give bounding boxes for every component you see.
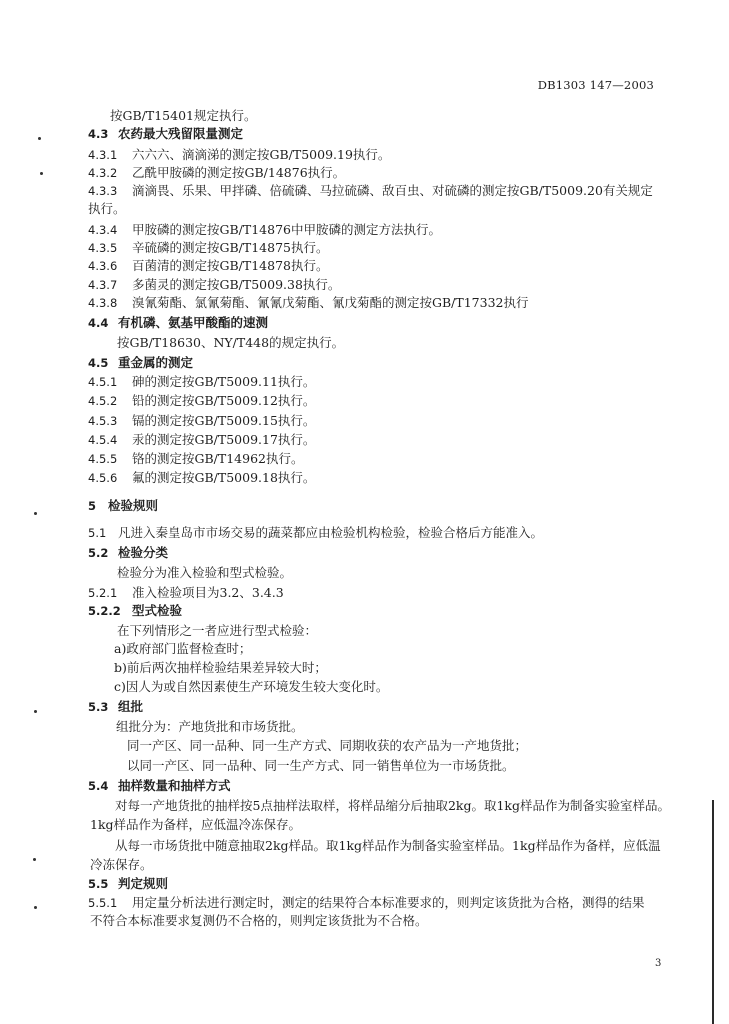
clause-number: 5.4 (88, 779, 109, 793)
scan-speck (38, 137, 41, 140)
clause-text: 判定规则 (118, 876, 169, 891)
clause-text: 甲胺磷的测定按GB/T14876中甲胺磷的测定方法执行。 (132, 222, 441, 237)
clause-text: 冷冻保存。 (90, 857, 153, 872)
clause-number: 4.3.2 (88, 166, 118, 180)
clause-text: 汞的测定按GB/T5009.17执行。 (132, 432, 316, 447)
clause-number: 4.5.2 (88, 394, 118, 408)
clause-text: 从每一市场货批中随意抽取2kg样品。取1kg样品作为制备实验室样品。1kg样品作为备样，应低温 (115, 838, 661, 853)
clause-text: 组批 (118, 699, 144, 714)
clause-number: 5.5.1 (88, 896, 118, 910)
clause-text: 按GB/T18630、NY/T448的规定执行。 (117, 335, 345, 350)
clause-text: 农药最大残留限量测定 (118, 126, 244, 141)
clause-number: 4.5.6 (88, 471, 118, 485)
clause-number: 5 (88, 499, 97, 513)
clause-number: 4.3 (88, 127, 109, 141)
clause-text: 以同一产区、同一品种、同一生产方式、同一销售单位为一市场货批。 (127, 758, 515, 773)
clause-text: 铬的测定按GB/T14962执行。 (132, 451, 304, 466)
clause-text: 型式检验 (132, 603, 183, 618)
clause-text: b)前后两次抽样检验结果差异较大时； (114, 660, 327, 675)
scan-speck (34, 906, 37, 909)
clause-text: 铅的测定按GB/T5009.12执行。 (132, 393, 316, 408)
clause-text: 辛硫磷的测定按GB/T14875执行。 (132, 240, 329, 255)
clause-number: 5.3 (88, 700, 109, 714)
scan-speck (34, 512, 37, 515)
clause-text: 多菌灵的测定按GB/T5009.38执行。 (132, 277, 341, 292)
clause-number: 4.3.8 (88, 296, 118, 310)
clause-text: 乙酰甲胺磷的测定按GB/14876执行。 (132, 165, 346, 180)
clause-number: 5.1 (88, 526, 107, 540)
clause-text: 溴氰菊酯、氯氰菊酯、氰氰戊菊酯、氰戊菊酯的测定按GB/T17332执行 (132, 295, 529, 310)
clause-text: 执行。 (88, 201, 126, 216)
clause-number: 4.3.5 (88, 241, 118, 255)
clause-text: 检验分类 (118, 545, 169, 560)
clause-text: 组批分为：产地货批和市场货批。 (116, 719, 304, 734)
clause-number: 4.3.3 (88, 184, 118, 198)
clause-text: 凡进入秦皇岛市市场交易的蔬菜都应由检验机构检验，检验合格后方能准入。 (118, 525, 544, 540)
clause-number: 4.3.6 (88, 259, 118, 273)
clause-number: 4.5.4 (88, 433, 118, 447)
clause-text: 滴滴畏、乐果、甲拌磷、倍硫磷、马拉硫磷、敌百虫、对硫磷的测定按GB/T5009.20有关规定 (132, 183, 653, 198)
scan-speck (34, 710, 37, 713)
clause-text: c)因人为或自然因素使生产环境发生较大变化时。 (114, 679, 389, 694)
clause-text: 重金属的测定 (118, 355, 194, 370)
scan-speck (40, 172, 43, 175)
clause-number: 4.4 (88, 316, 109, 330)
clause-text: 1kg样品作为备样，应低温冷冻保存。 (90, 817, 302, 832)
clause-number: 5.2 (88, 546, 109, 560)
clause-text: 砷的测定按GB/T5009.11执行。 (132, 374, 316, 389)
clause-number: 5.2.1 (88, 586, 118, 600)
clause-number: 5.2.2 (88, 604, 121, 618)
clause-text: 用定量分析法进行测定时，测定的结果符合本标准要求的，则判定该货批为合格，测得的结果 (132, 895, 645, 910)
clause-number: 5.5 (88, 877, 109, 891)
clause-text: 氟的测定按GB/T5009.18执行。 (132, 470, 316, 485)
clause-text: 检验规则 (108, 498, 159, 513)
clause-text: 同一产区、同一品种、同一生产方式、同期收获的农产品为一产地货批； (127, 738, 528, 753)
clause-text: 按GB/T15401规定执行。 (110, 108, 257, 123)
clause-text: a)政府部门监督检查时； (114, 641, 252, 656)
clause-number: 4.5 (88, 356, 109, 370)
clause-text: 检验分为准入检验和型式检验。 (117, 565, 293, 580)
clause-text: 不符合本标准要求复测仍不合格的，则判定该货批为不合格。 (90, 913, 428, 928)
document-code: DB1303 147—2003 (537, 78, 654, 92)
clause-number: 4.3.1 (88, 148, 118, 162)
clause-text: 镉的测定按GB/T5009.15执行。 (132, 413, 316, 428)
clause-number: 4.3.7 (88, 278, 118, 292)
clause-number: 4.5.1 (88, 375, 118, 389)
page-number: 3 (655, 958, 662, 969)
clause-number: 4.5.3 (88, 414, 118, 428)
clause-text: 六六六、滴滴涕的测定按GB/T5009.19执行。 (132, 147, 391, 162)
clause-number: 4.5.5 (88, 452, 118, 466)
clause-text: 百菌清的测定按GB/T14878执行。 (132, 258, 329, 273)
clause-text: 准入检验项目为3.2、3.4.3 (132, 585, 284, 600)
clause-text: 对每一产地货批的抽样按5点抽样法取样，将样品缩分后抽取2kg。取1kg样品作为制备实验室样品。 (115, 798, 671, 813)
clause-text: 有机磷、氨基甲酸酯的速测 (118, 315, 269, 330)
scan-edge-line (712, 800, 714, 1024)
clause-text: 抽样数量和抽样方式 (118, 778, 231, 793)
clause-text: 在下列情形之一者应进行型式检验： (117, 623, 318, 638)
clause-number: 4.3.4 (88, 223, 118, 237)
scan-speck (33, 858, 36, 861)
